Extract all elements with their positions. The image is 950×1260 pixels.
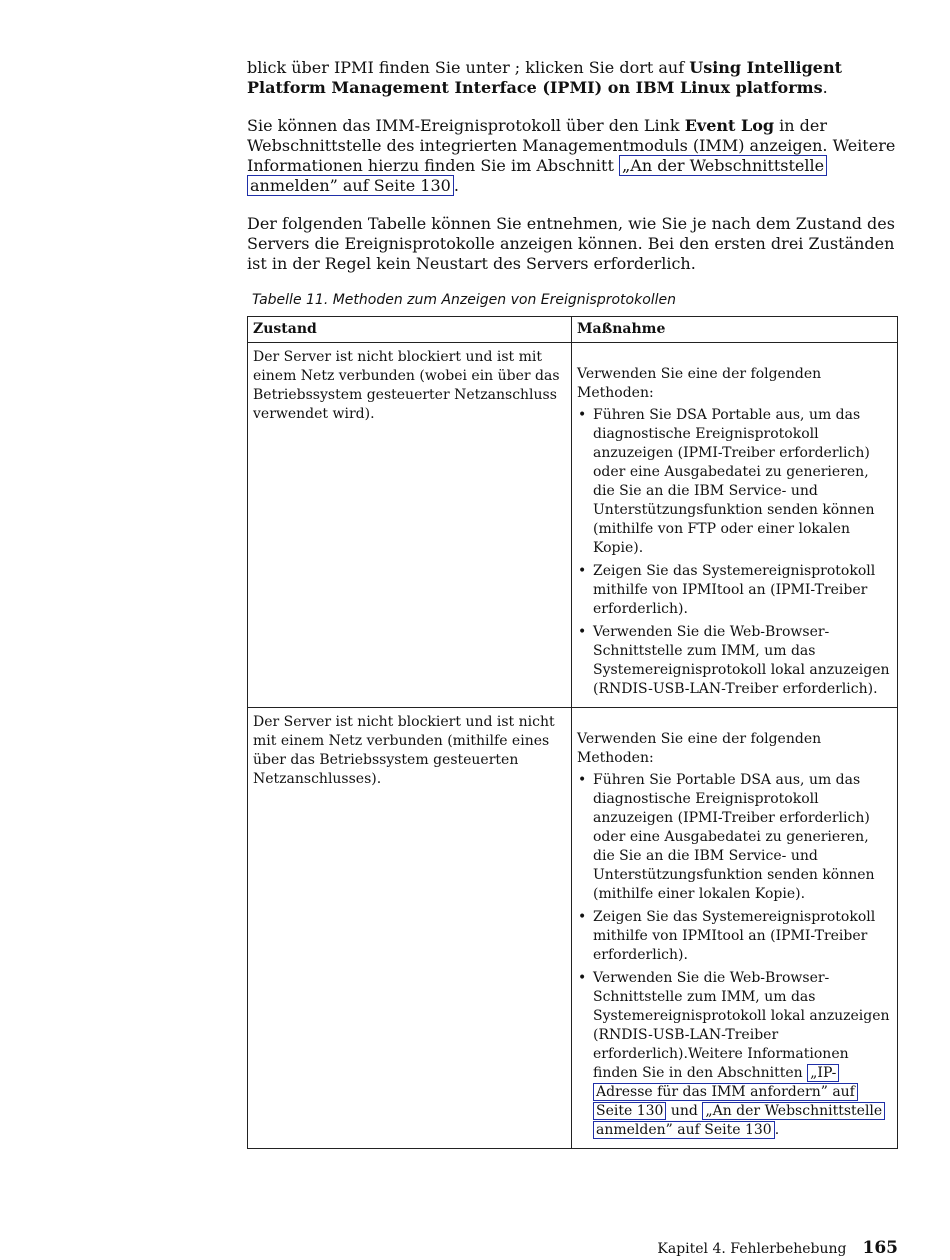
action-intro: Verwenden Sie eine der folgenden Methoden: [577,366,822,401]
event-log-paragraph: Sie können das IMM-Ereignisprotokoll über den Link Event Log in der Webschnittstelle des integrierten Managementmoduls (IMM) anzeigen. Weitere Informationen hierzu finden Sie im Abschnitt „An der Webschnittstelle anmelden” auf Seite 130 . [247,116,896,195]
event-log-methods-table [247,316,898,1149]
link-imm-ip-address[interactable]: „IP-Adresse für das IMM anfordern” auf Seite 130 [593,1064,858,1120]
table-intro-paragraph: Der folgenden Tabelle können Sie entnehmen, wie Sie je nach dem Zustand des Servers die Ereignisprotokolle anzeigen können. Bei den ersten drei Zuständen ist in der Regel kein Neustart des Servers erforderlich. [247,214,895,273]
page-number: 165 [862,1238,898,1258]
table-row [248,708,898,1149]
ipmi-doc-title: Using Intelligent Platform Management Interface (IPMI) on IBM Linux platforms [247,58,842,97]
link-web-interface-login[interactable]: „An der Webschnittstelle anmelden” auf Seite 130 [593,1102,885,1139]
intro-paragraph-ipmi: blick über IPMI finden Sie unter ; klicken Sie dort auf Using Intelligent Platform Management Interface (IPMI) on IBM Linux platforms. [247,58,842,97]
table-header-row [248,317,898,343]
method-list [577,771,893,1140]
state-cell: Der Server ist nicht blockiert und ist nicht mit einem Netz verbunden (mithilfe eines über das Betriebssystem gesteuerten Netzanschlusses). [248,708,572,1149]
header-state: Zustand [248,317,572,343]
list-item: • Führen Sie Portable DSA aus, um das diagnostische Ereignisprotokoll anzuzeigen (IPMI-Treiber erforderlich) oder eine Ausgabedatei zu generieren, die Sie an die IBM Service- und Unterstützungsfunktion senden können (mithilfe einer lokalen Kopie). [577,771,893,904]
page-content [247,58,897,1149]
action-cell [572,343,898,708]
event-log-label: Event Log [684,116,775,135]
method-list [577,406,893,699]
header-action: Maßnahme [572,317,898,343]
chapter-label: Kapitel 4. Fehlerbehebung [657,1241,847,1257]
action-cell [572,708,898,1149]
action-intro: Verwenden Sie eine der folgenden Methoden: [577,731,822,766]
list-item: • Verwenden Sie die Web-Browser-Schnittstelle zum IMM, um das Systemereignisprotokoll lokal anzuzeigen (RNDIS-USB-LAN-Treiber erforderlich). [577,623,893,699]
list-item: • Verwenden Sie die Web-Browser-Schnittstelle zum IMM, um das Systemereignisprotokoll lokal anzuzeigen (RNDIS-USB-LAN-Treiber erforderlich).Weitere Informationen finden Sie in den Abschnitten „IP-Adresse für das IMM anfordern” auf Seite 130 und „An der Webschnittstelle anmelden” auf Seite 130 . [577,969,893,1140]
state-cell: Der Server ist nicht blockiert und ist mit einem Netz verbunden (wobei ein über das Betriebssystem gesteuerter Netzanschluss verwendet wird). [248,343,572,708]
list-item: • Zeigen Sie das Systemereignisprotokoll mithilfe von IPMItool an (IPMI-Treiber erforderlich). [577,562,893,619]
list-item: • Zeigen Sie das Systemereignisprotokoll mithilfe von IPMItool an (IPMI-Treiber erforderlich). [577,908,893,965]
table-row [248,343,898,708]
page-footer [657,1238,898,1258]
link-web-interface-login[interactable]: „An der Webschnittstelle anmelden” auf Seite 130 [247,155,827,196]
list-item: • Führen Sie DSA Portable aus, um das diagnostische Ereignisprotokoll anzuzeigen (IPMI-Treiber erforderlich) oder eine Ausgabedatei zu generieren, die Sie an die IBM Service- und Unterstützungsfunktion senden können (mithilfe von FTP oder einer lokalen Kopie). [577,406,893,558]
table-caption: Tabelle 11. Methoden zum Anzeigen von Ereignisprotokollen [252,292,677,308]
